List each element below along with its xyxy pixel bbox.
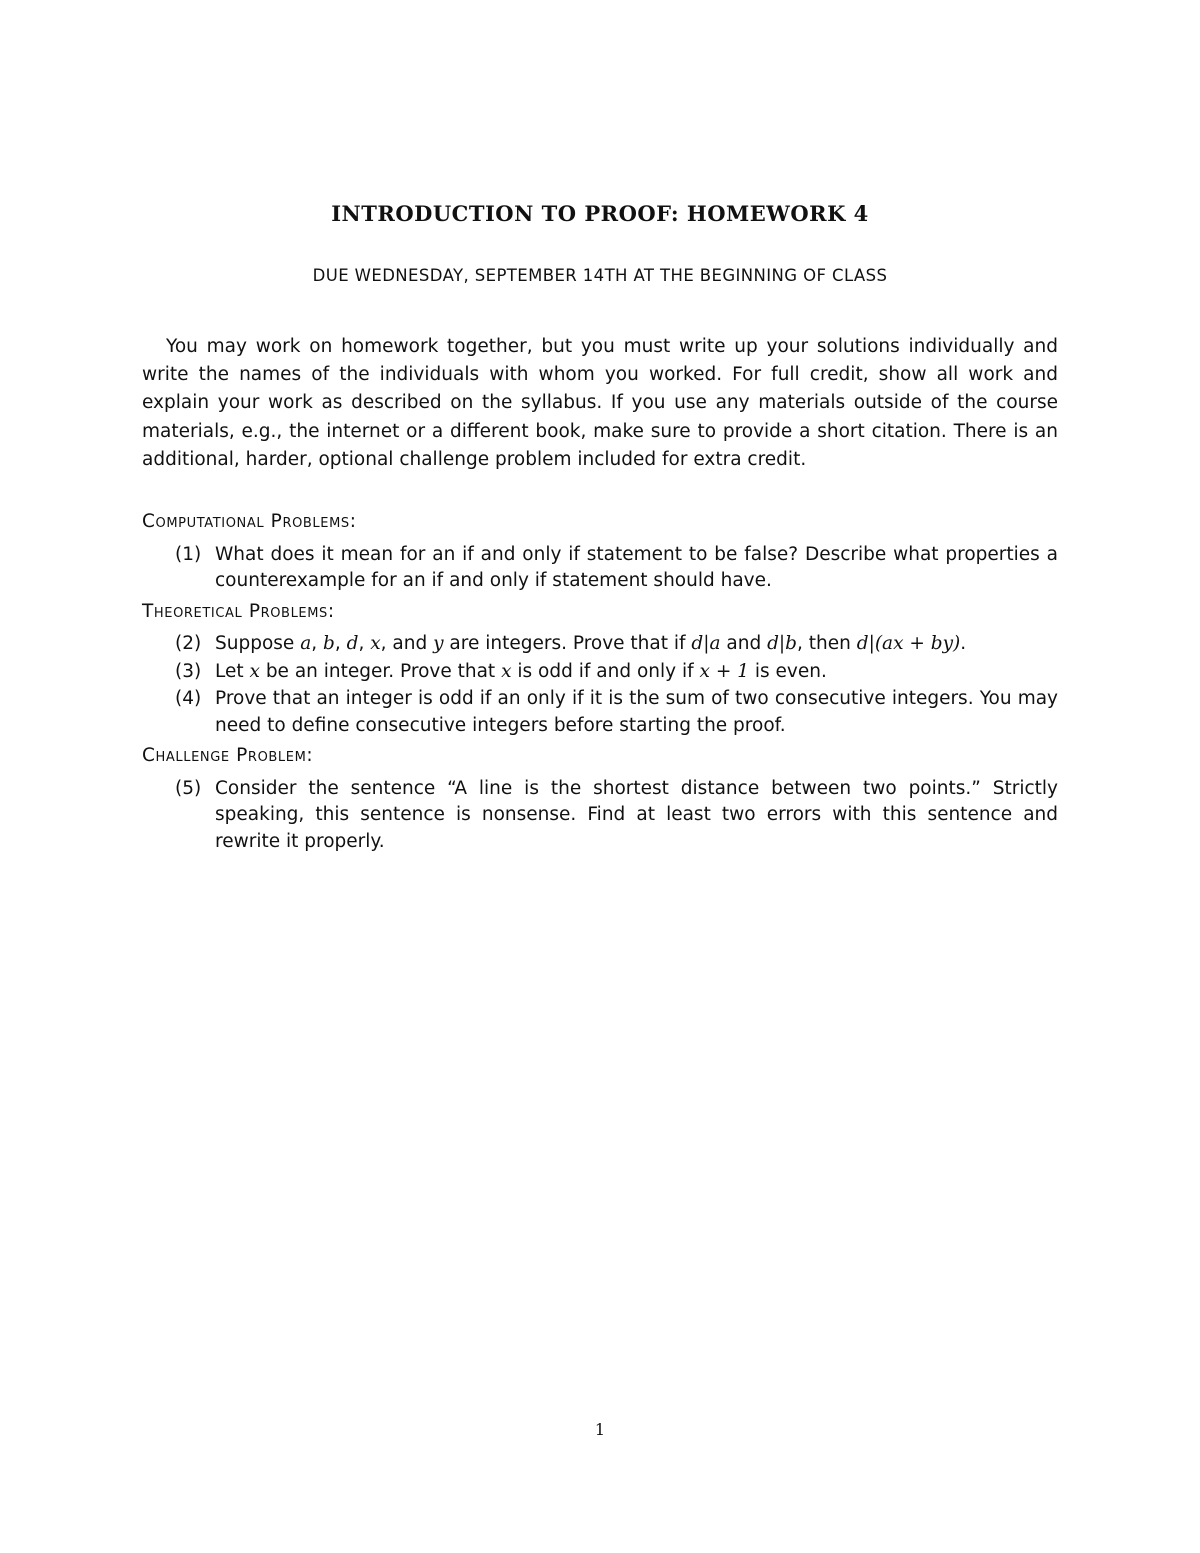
problem-number: (5): [175, 777, 202, 799]
section-heading-computational: Computational Problems:: [142, 511, 357, 532]
document-title: INTRODUCTION TO PROOF: HOMEWORK 4: [331, 201, 869, 226]
intro-paragraph: You may work on homework together, but you must write up your solutions individually and write the names of the individuals with whom you worked. For full credit, show all work and explain your work as described on the syllabus. If you use any materials outside of the course materials, e.g., the internet or a different book, make sure to provide a short citation. There is an additional, harder, optional challenge problem included for extra credit.: [142, 336, 1058, 470]
problem-number: (3): [175, 660, 202, 682]
section-heading-theoretical: Theoretical Problems:: [142, 600, 335, 622]
page-number: 1: [594, 1420, 606, 1439]
problem-text-segment: Let: [215, 660, 250, 682]
problem-3: [142, 659, 1058, 686]
problem-text-segment: .: [960, 633, 967, 654]
math-variable: a: [300, 633, 312, 654]
math-expression: d|(ax + by): [856, 633, 961, 654]
math-variable: x: [370, 633, 381, 654]
problem-text-segment: and: [720, 633, 768, 654]
problem-number: (4): [175, 688, 202, 709]
problem-number: (1): [175, 543, 202, 565]
problem-text-segment: is odd if and only if: [511, 660, 700, 682]
problem-number: (2): [175, 633, 202, 654]
math-variable: x: [501, 660, 512, 682]
computational-problem-list: [142, 542, 1058, 595]
problem-text: Consider the sentence “A line is the shortest distance between two points.” Strictly speaking, this sentence is nonsense. Find at least two errors with this sentence and rewrite it properly.: [215, 777, 1058, 852]
problem-2: [142, 631, 1058, 658]
math-expression: d|b: [767, 633, 798, 654]
problem-text-segment: are integers. Prove that if: [443, 633, 692, 654]
due-date-subtitle: DUE WEDNESDAY, SEPTEMBER 14TH AT THE BEGINNING OF CLASS: [312, 266, 888, 285]
theoretical-problem-list: [142, 631, 1058, 739]
challenge-problem-list: [142, 776, 1058, 856]
problem-text-segment: ,: [334, 633, 347, 654]
problem-text-segment: be an integer. Prove that: [259, 660, 502, 682]
math-variable: d: [346, 633, 359, 654]
problem-text-segment: Suppose: [215, 633, 301, 654]
math-expression: d|a: [691, 633, 721, 654]
problem-text-segment: ,: [311, 633, 323, 654]
math-variable: y: [433, 633, 444, 654]
math-expression: x + 1: [699, 660, 749, 682]
problem-1: [142, 542, 1058, 595]
problem-text-segment: , then: [797, 633, 857, 654]
problem-4: [142, 686, 1058, 739]
problem-text-segment: ,: [358, 633, 371, 654]
problem-text-segment: , and: [380, 633, 434, 654]
problem-5: [142, 776, 1058, 856]
section-heading-challenge: Challenge Problem:: [142, 745, 314, 766]
problems-content: [142, 509, 1058, 859]
math-variable: x: [249, 660, 260, 682]
math-variable: b: [322, 633, 335, 654]
problem-text: What does it mean for an if and only if statement to be false? Describe what properties a counterexample for an if and only if statement should have.: [215, 543, 1058, 591]
problem-text: Prove that an integer is odd if an only if it is the sum of two consecutive integers. You may need to define consecutive integers before starting the proof.: [215, 688, 1058, 736]
problem-text-segment: is even.: [748, 660, 827, 682]
